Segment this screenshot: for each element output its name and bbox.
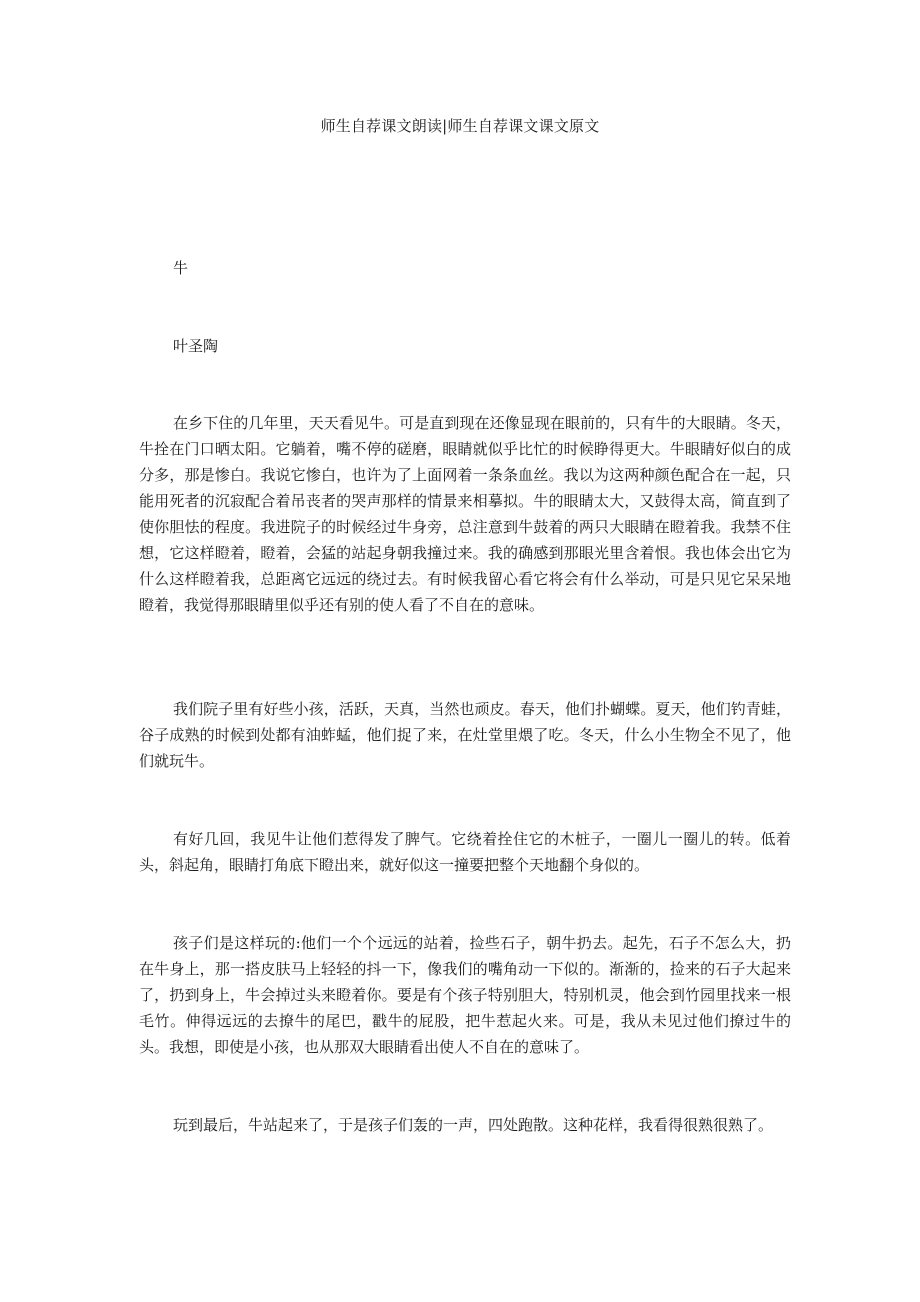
essay-author: 叶圣陶 <box>173 337 219 355</box>
paragraph-4: 孩子们是这样玩的:他们一个个远远的站着，捡些石子，朝牛扔去。起先，石子不怎么大，扔在牛身上，那一搭皮肤马上轻轻的抖一下，像我们的嘴角动一下似的。渐渐的，捡来的石子大起来了，扔到身上，牛会掉过头来瞪着你。要是有个孩子特别胆大，特别机灵，他会到竹园里找来一根毛竹。伸得远远的去撩牛的尾巴，戳牛的屁股，把牛惹起火来。可是，我从未见过他们撩过牛的头。我想，即使是小孩，也从那双大眼睛看出使人不自在的意味了。 <box>139 934 791 1056</box>
essay-title: 牛 <box>173 259 189 277</box>
paragraph-2: 我们院子里有好些小孩，活跃，天真，当然也顽皮。春天，他们扑蝴蝶。夏天，他们钓青蛙，谷子成熟的时候到处都有油蚱蜢，他们捉了来，在灶堂里煨了吃。冬天，什么小生物全不见了，他们就玩牛。 <box>139 700 791 770</box>
document-title: 师生自荐课文朗读|师生自荐课文课文原文 <box>320 117 600 135</box>
paragraph-3: 有好几回，我见牛让他们惹得发了脾气。它绕着拴住它的木桩子，一圈儿一圈儿的转。低着头，斜起角，眼睛打角底下瞪出来，就好似这一撞要把整个天地翻个身似的。 <box>139 830 791 874</box>
paragraph-1: 在乡下住的几年里，天天看见牛。可是直到现在还像显现在眼前的，只有牛的大眼睛。冬天，牛拴在门口晒太阳。它躺着，嘴不停的磋磨，眼睛就似乎比忙的时候睁得更大。牛眼睛好似白的成分多，那是惨白。我说它惨白，也许为了上面网着一条条血丝。我以为这两种颜色配合在一起，只能用死者的沉寂配合着吊丧者的哭声那样的情景来相摹拟。牛的眼睛太大，又鼓得太高，简直到了使你胆怯的程度。我进院子的时候经过牛身旁，总注意到牛鼓着的两只大眼睛在瞪着我。我禁不住想，它这样瞪着，瞪着，会猛的站起身朝我撞过来。我的确感到那眼光里含着恨。我也体会出它为什么这样瞪着我，总距离它远远的绕过去。有时候我留心看它将会有什么举动，可是只见它呆呆地瞪着，我觉得那眼睛里似乎还有别的使人看了不自在的意味。 <box>139 414 791 614</box>
paragraph-5: 玩到最后，牛站起来了，于是孩子们轰的一声，四处跑散。这种花样，我看得很熟很熟了。 <box>173 1116 774 1134</box>
